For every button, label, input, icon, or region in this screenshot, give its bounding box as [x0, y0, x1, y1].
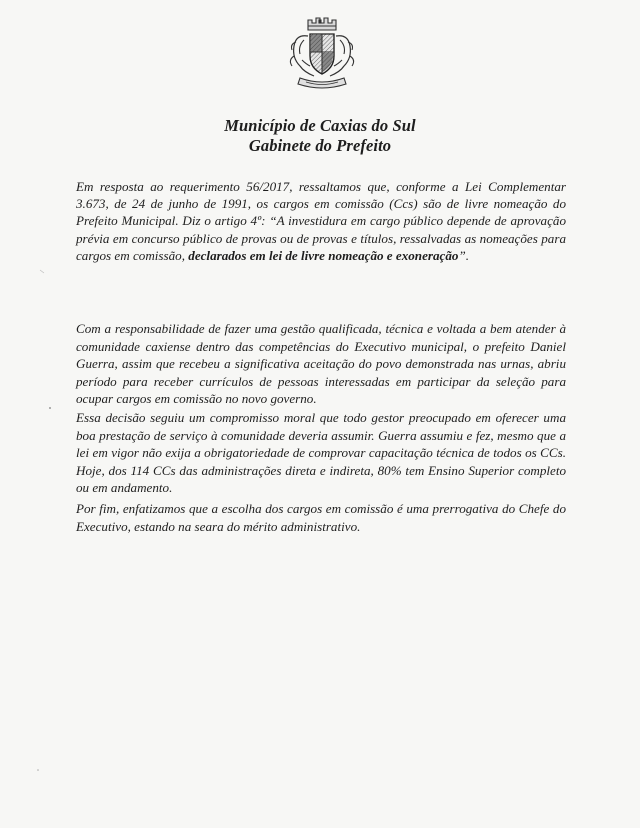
paragraph-4: Por fim, enfatizamos que a escolha dos cargos em comissão é uma prerrogativa do Chefe do Executivo, estando na seara do mérito administrativo.	[76, 501, 566, 534]
paragraph-1-emphasis: declarados em lei de livre nomeação e exoneração	[188, 247, 459, 263]
paragraph-1-closing: ”.	[458, 247, 470, 263]
paragraph-3: Essa decisão seguiu um compromisso moral que todo gestor preocupado em oferecer uma boa prestação de serviço à comunidade deveria assumir. Guerra assumiu e fez, mesmo que a lei em vigor não exija a obrigatoriedade de comprovar capacitação técnica de todos os CCs. Hoje, dos 114 CCs das administrações direta e indireta, 80% tem Ensino Superior completo ou em andamento.	[76, 410, 566, 496]
office-subtitle: Gabinete do Prefeito	[248, 136, 392, 155]
municipality-title: Município de Caxias do Sul	[224, 116, 416, 135]
paragraph-1-text: Em resposta ao requerimento 56/2017, ressaltamos que, conforme a Lei Complementar 3.673, de 24 de junho de 1991, os cargos em comissão (Ccs) são de livre nomeação do Prefeito Municipal. Diz o artigo 4º: “A investidura em cargo público depende de aprovação prévia em concurso público de provas ou de provas e títulos, ressalvadas as nomeações para cargos em comissão,	[76, 179, 566, 263]
coat-of-arms-icon	[284, 12, 360, 92]
paragraph-2: Com a responsabilidade de fazer uma gestão qualificada, técnica e voltada a bem atender à comunidade caxiense dentro das competências do Executivo municipal, o prefeito Daniel Guerra, assim que recebeu a significativa aceitação do povo demonstrada nas urnas, abriu período para receber currículos de pessoas interessadas em participar da seleção para ocupar cargos em comissão no novo governo.	[76, 321, 566, 407]
paragraph-1	[76, 178, 566, 264]
